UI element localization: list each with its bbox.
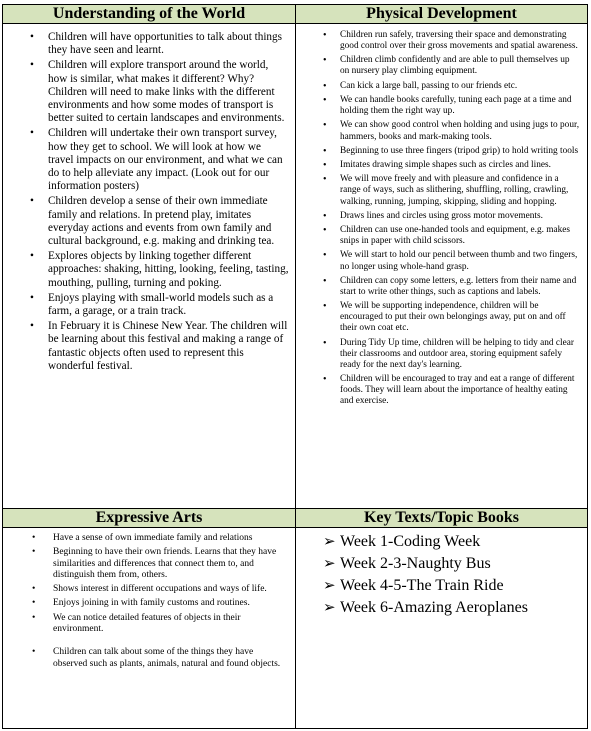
physical-development-item-text: Children can copy some letters, e.g. letters from their name and start to write other things, such as captions and labels. — [340, 275, 577, 297]
physical-development-item-text: Imitates drawing simple shapes such as circles and lines. — [340, 160, 551, 171]
key-text-item-text: Week 1-Coding Week — [340, 533, 481, 550]
expressive-arts-item-text: We can notice detailed features of objects in their environment. — [53, 612, 241, 635]
arrow-bullet-icon: ➢ — [323, 600, 336, 616]
understanding-world-item-text: Explores objects by linking together different approaches: shaking, hitting, looking, feeling, tasting, mouthing, pulling, turning and poking. — [48, 250, 289, 289]
row-divider — [3, 508, 587, 509]
key-texts-title: Key Texts/Topic Books — [296, 509, 587, 528]
key-text-item — [296, 553, 587, 575]
expressive-arts-item-text: Shows interest in different occupations and ways of life. — [53, 584, 267, 595]
physical-development-item — [296, 81, 581, 92]
physical-development-item — [296, 374, 581, 407]
understanding-world-item — [3, 320, 289, 373]
understanding-world-item-text: Children develop a sense of their own immediate family and relations. In pretend play, imitates everyday actions and events from own family and cultural background, e.g. making and drinking tea. — [48, 195, 275, 248]
understanding-world-title: Understanding of the World — [3, 5, 295, 24]
key-text-item — [296, 575, 587, 597]
expressive-arts-title: Expressive Arts — [3, 509, 295, 528]
key-text-item-text: Week 2-3-Naughty Bus — [340, 555, 491, 572]
physical-development-item — [296, 225, 581, 247]
physical-development-item — [296, 160, 581, 171]
expressive-arts-item-text: Children can talk about some of the things they have observed such as plants, animals, natural and found objects. — [53, 647, 281, 669]
physical-development-item — [296, 301, 581, 334]
physical-development-section — [296, 5, 587, 508]
expressive-arts-item-text: Beginning to have their own friends. Learns that they have similarities and differences that connect them to, and distinguish them from, others. — [53, 547, 277, 580]
physical-development-item — [296, 55, 581, 77]
physical-development-list — [296, 24, 587, 407]
understanding-world-item — [3, 31, 289, 57]
expressive-arts-item — [3, 547, 289, 581]
physical-development-title: Physical Development — [296, 5, 587, 24]
arrow-bullet-icon: ➢ — [323, 534, 336, 550]
physical-development-item — [296, 120, 581, 142]
understanding-world-item — [3, 292, 289, 318]
physical-development-item-text: Beginning to use three fingers (tripod grip) to hold writing tools — [340, 145, 579, 156]
understanding-world-item — [3, 59, 289, 125]
expressive-arts-section — [3, 509, 295, 728]
physical-development-item-text: During Tidy Up time, children will be helping to tidy and clear their classrooms and outdoor area, storing equipment safely ready for the next day's learning. — [340, 337, 574, 370]
physical-development-item — [296, 276, 581, 298]
understanding-world-item — [3, 250, 289, 290]
understanding-world-item-text: Children will undertake their own transport survey, how they get to school. We will look at how we travel impacts on our environment, and what we can do to help alleviate any impact. (Look out for our information posters) — [48, 127, 283, 193]
physical-development-item-text: We will start to hold our pencil between thumb and two fingers, no longer using whole-hand grasp. — [340, 250, 578, 272]
arrow-bullet-icon: ➢ — [323, 556, 336, 572]
physical-development-item-text: Draws lines and circles using gross motor movements. — [340, 210, 543, 221]
understanding-world-item-text: In February it is Chinese New Year. The children will be learning about this festival and making a range of fantastic objects often used to represent this wonderful festival. — [48, 320, 288, 372]
understanding-world-item-text: Enjoys playing with small-world models such as a farm, a garage, or a train track. — [48, 291, 274, 318]
physical-development-item-text: Children can use one-handed tools and equipment, e.g. makes snips in paper with child scissors. — [340, 225, 571, 247]
physical-development-item — [296, 338, 581, 371]
understanding-world-item-text: Children will explore transport around the world, how is similar, what makes it different? Why? Children will need to make links with the different environments and how some modes of transport is better suited to certain landscapes and environments. — [48, 59, 285, 125]
understanding-world-item — [3, 127, 289, 193]
arrow-bullet-icon: ➢ — [323, 578, 336, 594]
understanding-world-list — [3, 24, 295, 373]
key-text-item-text: Week 6-Amazing Aeroplanes — [340, 599, 528, 616]
topic-grid — [2, 4, 588, 729]
understanding-world-section — [3, 5, 295, 508]
key-text-item — [296, 531, 587, 553]
key-text-item-text: Week 4-5-The Train Ride — [340, 577, 504, 594]
expressive-arts-item-text: Have a sense of own immediate family and relations — [53, 533, 253, 543]
physical-development-item — [296, 146, 581, 157]
physical-development-item — [296, 211, 581, 222]
physical-development-item-text: We will be supporting independence, children will be encouraged to put their own belongings away, put on and off their own coat etc. — [340, 301, 566, 334]
expressive-arts-item — [3, 533, 289, 544]
physical-development-item — [296, 95, 581, 117]
physical-development-item — [296, 174, 581, 207]
expressive-arts-item — [3, 613, 289, 636]
key-text-item — [296, 597, 587, 619]
expressive-arts-item — [3, 598, 289, 609]
key-texts-section — [296, 509, 587, 728]
expressive-arts-item-text: Enjoys joining in with family customs and routines. — [53, 598, 250, 609]
expressive-arts-list — [3, 528, 295, 670]
physical-development-item-text: We can show good control when holding and using jugs to pour, hammers, books and mark-making tools. — [340, 120, 580, 142]
physical-development-item-text: Children climb confidently and are able to pull themselves up on nursery play climbing equipment. — [340, 55, 570, 77]
expressive-arts-item — [3, 647, 289, 670]
understanding-world-item — [3, 195, 289, 248]
column-divider — [295, 5, 296, 728]
understanding-world-item-text: Children will have opportunities to talk about things they have seen and learnt. — [48, 31, 282, 57]
physical-development-item-text: Can kick a large ball, passing to our friends etc. — [340, 80, 518, 91]
physical-development-item — [296, 30, 581, 52]
physical-development-item — [296, 250, 581, 272]
physical-development-item-text: We can handle books carefully, tuning each page at a time and holding them the right way up. — [340, 95, 572, 117]
physical-development-item-text: Children run safely, traversing their space and demonstrating good control over their gross movements and spatial awareness. — [340, 30, 578, 52]
expressive-arts-item — [3, 584, 289, 595]
key-texts-list — [296, 528, 587, 619]
physical-development-item-text: Children will be encouraged to tray and eat a range of different foods. They will learn about the importance of healthy eating and exercise. — [340, 374, 575, 407]
physical-development-item-text: We will move freely and with pleasure and confidence in a range of ways, such as slithering, shuffling, rolling, crawling, walking, running, jumping, skipping, sliding and hopping. — [340, 174, 569, 207]
